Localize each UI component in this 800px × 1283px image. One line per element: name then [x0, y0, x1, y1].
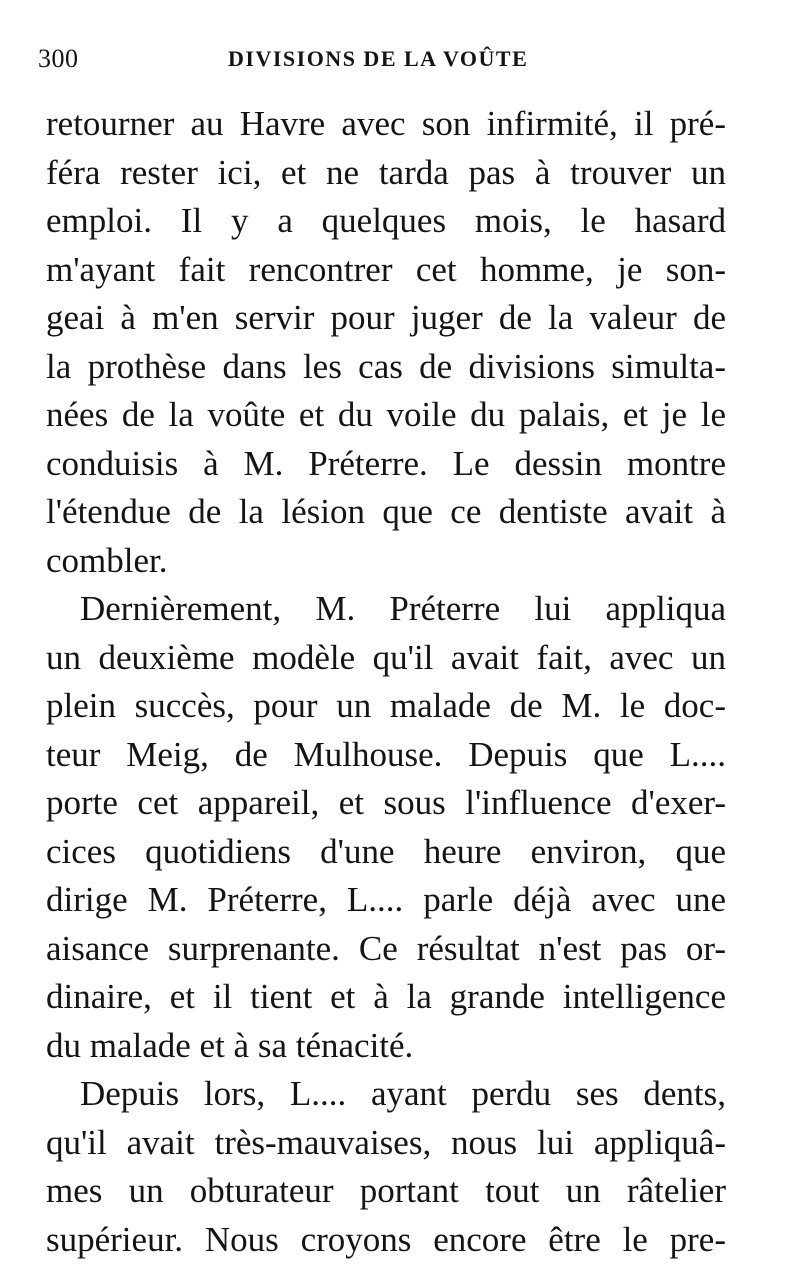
- text-line: aisance surprenante. Ce résultat n'est pas or-: [46, 928, 726, 968]
- text-line: nées de la voûte et du voile du palais, et je le: [46, 395, 726, 434]
- text-line: mes un obturateur portant tout un râtelier: [46, 1171, 726, 1210]
- text-line: cices quotidiens d'une heure environ, que: [46, 831, 726, 871]
- text-line: m'ayant fait rencontrer cet homme, je son-: [46, 249, 726, 289]
- text-line: Dernièrement, M. Préterre lui appliqua: [80, 589, 726, 628]
- text-line: geai à m'en servir pour juger de la valeur de: [46, 298, 726, 337]
- page-number: 300: [38, 44, 79, 73]
- text-line: plein succès, pour un malade de M. le doc-: [46, 686, 726, 725]
- paragraph: [46, 585, 726, 1070]
- body-text: [46, 100, 726, 1264]
- running-title: DIVISIONS DE LA VOÛTE: [228, 46, 529, 71]
- text-line: retourner au Havre avec son infirmité, il pré-: [46, 104, 726, 143]
- text-line: du malade et à sa ténacité.: [46, 1025, 414, 1065]
- text-line: supérieur. Nous croyons encore être le pre-: [46, 1219, 726, 1259]
- text-line: qu'il avait très-mauvaises, nous lui appliquâ-: [46, 1122, 726, 1162]
- text-line: conduisis à M. Préterre. Le dessin montre: [46, 443, 726, 483]
- text-line: porte cet appareil, et sous l'influence d'exer-: [46, 783, 726, 822]
- text-line: féra rester ici, et ne tarda pas à trouver un: [46, 152, 726, 192]
- text-line: Depuis lors, L.... ayant perdu ses dents,: [80, 1074, 726, 1113]
- paragraph: [46, 100, 726, 585]
- paragraph: [46, 1070, 726, 1264]
- text-line: la prothèse dans les cas de divisions simulta-: [46, 346, 726, 386]
- text-line: un deuxième modèle qu'il avait fait, avec un: [46, 637, 726, 677]
- text-line: emploi. Il y a quelques mois, le hasard: [46, 201, 726, 240]
- text-line: dirige M. Préterre, L.... parle déjà avec une: [46, 880, 726, 919]
- text-line: teur Meig, de Mulhouse. Depuis que L....: [46, 734, 726, 774]
- text-line: l'étendue de la lésion que ce dentiste avait à: [46, 492, 726, 531]
- page-header: [38, 44, 724, 78]
- text-line: combler.: [46, 540, 168, 580]
- text-line: dinaire, et il tient et à la grande intelligence: [46, 977, 726, 1016]
